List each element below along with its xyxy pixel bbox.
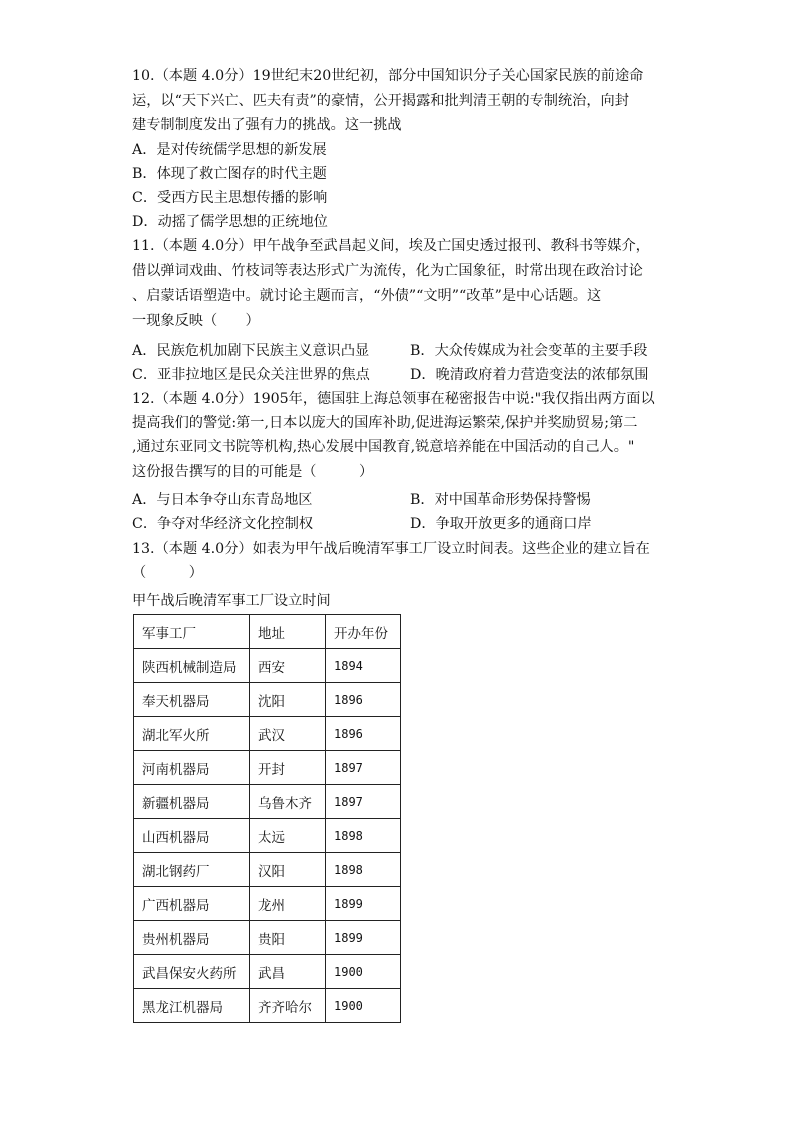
table-cell: 1896 [326,717,401,751]
q12-option-b[interactable]: B．对中国革命形势保持警惕 [410,492,591,508]
q10-option-b[interactable]: B．体现了救亡图存的时代主题 [132,166,327,182]
table-header-cell: 地址 [250,615,326,649]
q11-stem-line-2: 借以弹词戏曲、竹枝词等表达形式广为流传，化为亡国象征，时常出现在政治讨论 [132,263,643,279]
table-cell: 湖北钢药厂 [134,853,250,887]
table-cell: 湖北军火所 [134,717,250,751]
q10-stem-line-3: 建专制制度发出了强有力的挑战。这一挑战 [132,117,402,133]
table-cell: 西安 [250,649,326,683]
table-cell: 齐齐哈尔 [250,989,326,1023]
table-cell: 1896 [326,683,401,717]
table-row [134,785,401,819]
table-row [134,717,401,751]
table-cell: 陕西机械制造局 [134,649,250,683]
table-cell: 山西机器局 [134,819,250,853]
table-row [134,853,401,887]
q10-option-a[interactable]: A．是对传统儒学思想的新发展 [132,142,327,158]
table-row [134,955,401,989]
table-cell: 开封 [250,751,326,785]
q12-option-d[interactable]: D．争取开放更多的通商口岸 [410,516,592,532]
q11-option-b[interactable]: B．大众传媒成为社会变革的主要手段 [410,343,648,359]
table-cell: 武昌 [250,955,326,989]
q13-stem-line-1: 13.（本题 4.0分）如表为甲午战后晚清军事工厂设立时间表。这些企业的建立旨在 [132,541,650,557]
table-header-cell: 开办年份 [326,615,401,649]
table-cell: 沈阳 [250,683,326,717]
table-cell: 武汉 [250,717,326,751]
q11-option-d[interactable]: D．晚清政府着力营造变法的浓郁氛围 [410,367,649,383]
table-cell: 河南机器局 [134,751,250,785]
q10-option-c[interactable]: C．受西方民主思想传播的影响 [132,190,328,206]
table-cell: 广西机器局 [134,887,250,921]
table-cell: 1898 [326,853,401,887]
table-cell: 1897 [326,751,401,785]
table-cell: 1894 [326,649,401,683]
table-header-cell: 军事工厂 [134,615,250,649]
table-cell: 贵阳 [250,921,326,955]
q11-stem-line-4: 一现象反映（ ） [132,313,260,329]
table-row [134,683,401,717]
q11-stem-line-3: 、启蒙话语塑造中。就讨论主题而言，“外债”“文明”“改革”是中心话题。这 [132,288,602,304]
table-caption: 甲午战后晚清军事工厂设立时间 [132,593,331,609]
table-cell: 1899 [326,887,401,921]
table-header-row [134,615,401,649]
q12-stem-line-4: 这份报告撰写的目的可能是（ ） [132,464,374,480]
factory-table [133,614,401,1023]
table-cell: 1897 [326,785,401,819]
table-row [134,887,401,921]
table-row [134,819,401,853]
table-cell: 1900 [326,989,401,1023]
table-cell: 贵州机器局 [134,921,250,955]
table-cell: 奉天机器局 [134,683,250,717]
q12-stem-line-3: ,通过东亚同文书院等机构,热心发展中国教育,锐意培养能在中国活动的自己人。" [132,439,635,455]
q12-stem-line-2: 提高我们的警觉:第一,日本以庞大的国库补助,促进海运繁荣,保护并奖励贸易;第二 [132,415,638,431]
q10-stem-line-2: 运，以“天下兴亡、匹夫有责”的豪情，公开揭露和批判清王朝的专制统治，向封 [132,93,629,109]
table-row [134,649,401,683]
table-cell: 新疆机器局 [134,785,250,819]
q11-option-c[interactable]: C．亚非拉地区是民众关注世界的焦点 [132,367,370,383]
table-row [134,989,401,1023]
q12-stem-line-1: 12.（本题 4.0分）1905年，德国驻上海总领事在秘密报告中说:"我仅指出两方面以 [132,391,655,407]
q10-stem-line-1: 10.（本题 4.0分）19世纪末20世纪初，部分中国知识分子关心国家民族的前途命 [132,68,644,84]
q12-option-a[interactable]: A．与日本争夺山东青岛地区 [132,492,313,508]
table-cell: 1898 [326,819,401,853]
table-row [134,921,401,955]
table-cell: 龙州 [250,887,326,921]
table-cell: 乌鲁木齐 [250,785,326,819]
table-cell: 1899 [326,921,401,955]
table-cell: 黑龙江机器局 [134,989,250,1023]
table-cell: 武昌保安火药所 [134,955,250,989]
table-cell: 汉阳 [250,853,326,887]
table-cell: 太远 [250,819,326,853]
table-cell: 1900 [326,955,401,989]
q10-option-d[interactable]: D．动摇了儒学思想的正统地位 [132,214,328,230]
q13-stem-line-2: （ ） [132,565,203,581]
q11-option-a[interactable]: A．民族危机加剧下民族主义意识凸显 [132,343,370,359]
table-row [134,751,401,785]
q11-stem-line-1: 11.（本题 4.0分）甲午战争至武昌起义间，埃及亡国史透过报刊、教科书等媒介， [132,238,650,254]
q12-option-c[interactable]: C．争夺对华经济文化控制权 [132,516,314,532]
